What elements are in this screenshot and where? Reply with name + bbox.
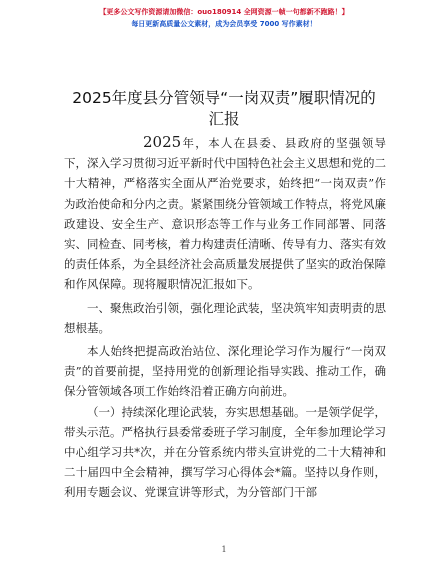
promo-banner-line1: 【更多公文写作资源请加微信：ouo180914 全网资源一帧一句都新不跑路！】 — [99, 8, 349, 16]
intro-paragraph — [64, 132, 386, 295]
document-body — [64, 132, 386, 503]
section1-paragraph: 本人始终把提高政治站位、深化理论学习作为履行“一岗双责”的首要前提，坚持用党的创新理论指导实践、推动工作，确保分管领域各项工作始终沿着正确方向前进。 — [64, 344, 386, 399]
intro-text: 年，本人在县委、县政府的坚强领导下，深入学习贯彻习近平新时代中国特色社会主义思想和党的二十大精神，严格落实全面从严治党要求，始终把“一岗双责”作为政治使命和分内之责。紧紧围绕分管领域工作特点，将党风廉政建设、安全生产、意识形态等工作与业务工作同部署、同落实、同检查、同考核，着力构建责任清晰、传导有力、落实有效的责任体系，为全县经济社会高质量发展提供了坚实的政治保障和作风保障。现将履职情况汇报如下。 — [64, 136, 386, 292]
page-number: 1 — [221, 545, 227, 554]
document-title-line2: 汇报 — [208, 110, 240, 128]
section1-heading: 一、聚焦政治引领，强化理论武装，坚决筑牢知责明责的思想根基。 — [64, 300, 386, 335]
subsection1-paragraph: （一）持续深化理论武装，夯实思想基础。一是领学促学，带头示范。严格执行县委常委班子学习制度，全年参加理论学习中心组学习共*次，并在分管系统内带头宣讲党的二十大精神和二十届四中全会精神，撰写学习心得体会*篇。坚持以身作则，利用专题会议、党课宣讲等形式，为分管部门干部 — [64, 404, 386, 500]
promo-banner-line2: 每日更新高质量公文素材，成为会员享受 7000 写作素材！ — [131, 20, 317, 28]
intro-year: 2025 — [143, 133, 182, 151]
document-title-line1: 2025年度县分管领导“一岗双责”履职情况的 — [72, 89, 376, 107]
